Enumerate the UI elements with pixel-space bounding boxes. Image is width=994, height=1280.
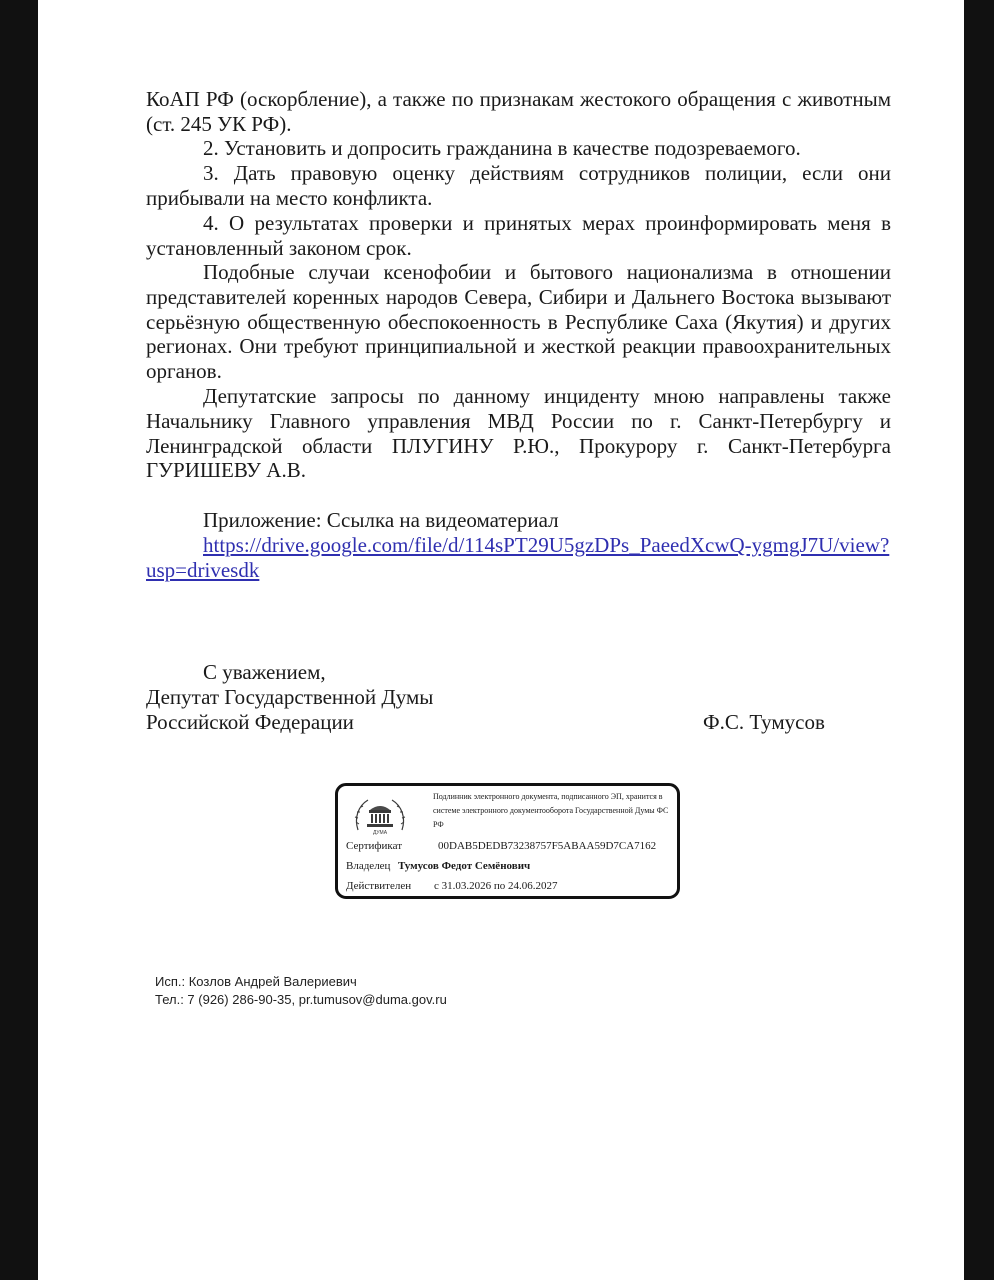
signer-position-line1: Депутат Государственной Думы [146,685,434,709]
paragraph-item-2: 2. Установить и допросить гражданина в качестве подозреваемого. [203,136,801,160]
video-link[interactable]: https://drive.google.com/file/d/114sPT29U5gzDPs_PaeedXcwQ-ygmgJ7U/view?usp=drivesdk [146,533,890,582]
signer-name: Ф.С. Тумусов [703,710,825,734]
validity-label: Действителен [346,880,412,892]
regards-text: С уважением, [203,660,326,684]
owner-label: Владелец [346,860,391,872]
electronic-signature-stamp [335,783,680,899]
paragraph-item-4: 4. О результатах проверки и принятых мерах проинформировать меня в установленный законом срок. [146,211,891,260]
paragraph-article-reference: КоАП РФ (оскорбление), а также по признакам жестокого обращения с животным (ст. 245 УК РФ). [146,87,891,136]
document-page [38,0,964,1280]
stamp-authenticity-note: Подлинник электронного документа, подписанного ЭП, хранится в системе электронного документооборота Государственной Думы ФС РФ [433,792,669,829]
certificate-label: Сертификат [346,840,402,852]
signer-position-line2: Российской Федерации [146,710,354,734]
executor-contacts: Тел.: 7 (926) 286-90-35, pr.tumusov@duma.gov.ru [155,992,447,1007]
certificate-row [346,840,656,852]
attachment-paragraph [146,533,891,583]
certificate-value: 00DAB5DEDB73238757F5ABAA59D7CA7162 [438,840,657,852]
validity-row [346,880,558,892]
paragraph-item-3: 3. Дать правовую оценку действиям сотрудников полиции, если они прибывали на место конфликта. [146,161,891,210]
executor-name: Исп.: Козлов Андрей Валериевич [155,974,357,989]
owner-row [346,860,530,872]
attachment-label: Приложение: Ссылка на видеоматериал [203,508,559,532]
paragraph-concern: Подобные случаи ксенофобии и бытового национализма в отношении представителей коренных народов Севера, Сибири и Дальнего Востока вызывают серьёзную общественную обеспокоенность в Республике Саха (Якутия) и других регионах. Они требуют принципиальной и жесткой реакции правоохранительных органов. [146,260,891,384]
svg-text:ДУМА: ДУМА [372,830,388,836]
paragraph-requests: Депутатские запросы по данному инциденту мною направлены также Начальнику Главного управления МВД России по г. Санкт-Петербургу и Ленинградской области ПЛУГИНУ Р.Ю., Прокурору г. Санкт-Петербурга ГУРИШЕВУ А.В. [146,384,891,483]
duma-emblem-icon [352,796,408,836]
validity-value: с 31.03.2026 по 24.06.2027 [434,880,558,892]
owner-value: Тумусов Федот Семёнович [398,860,531,872]
